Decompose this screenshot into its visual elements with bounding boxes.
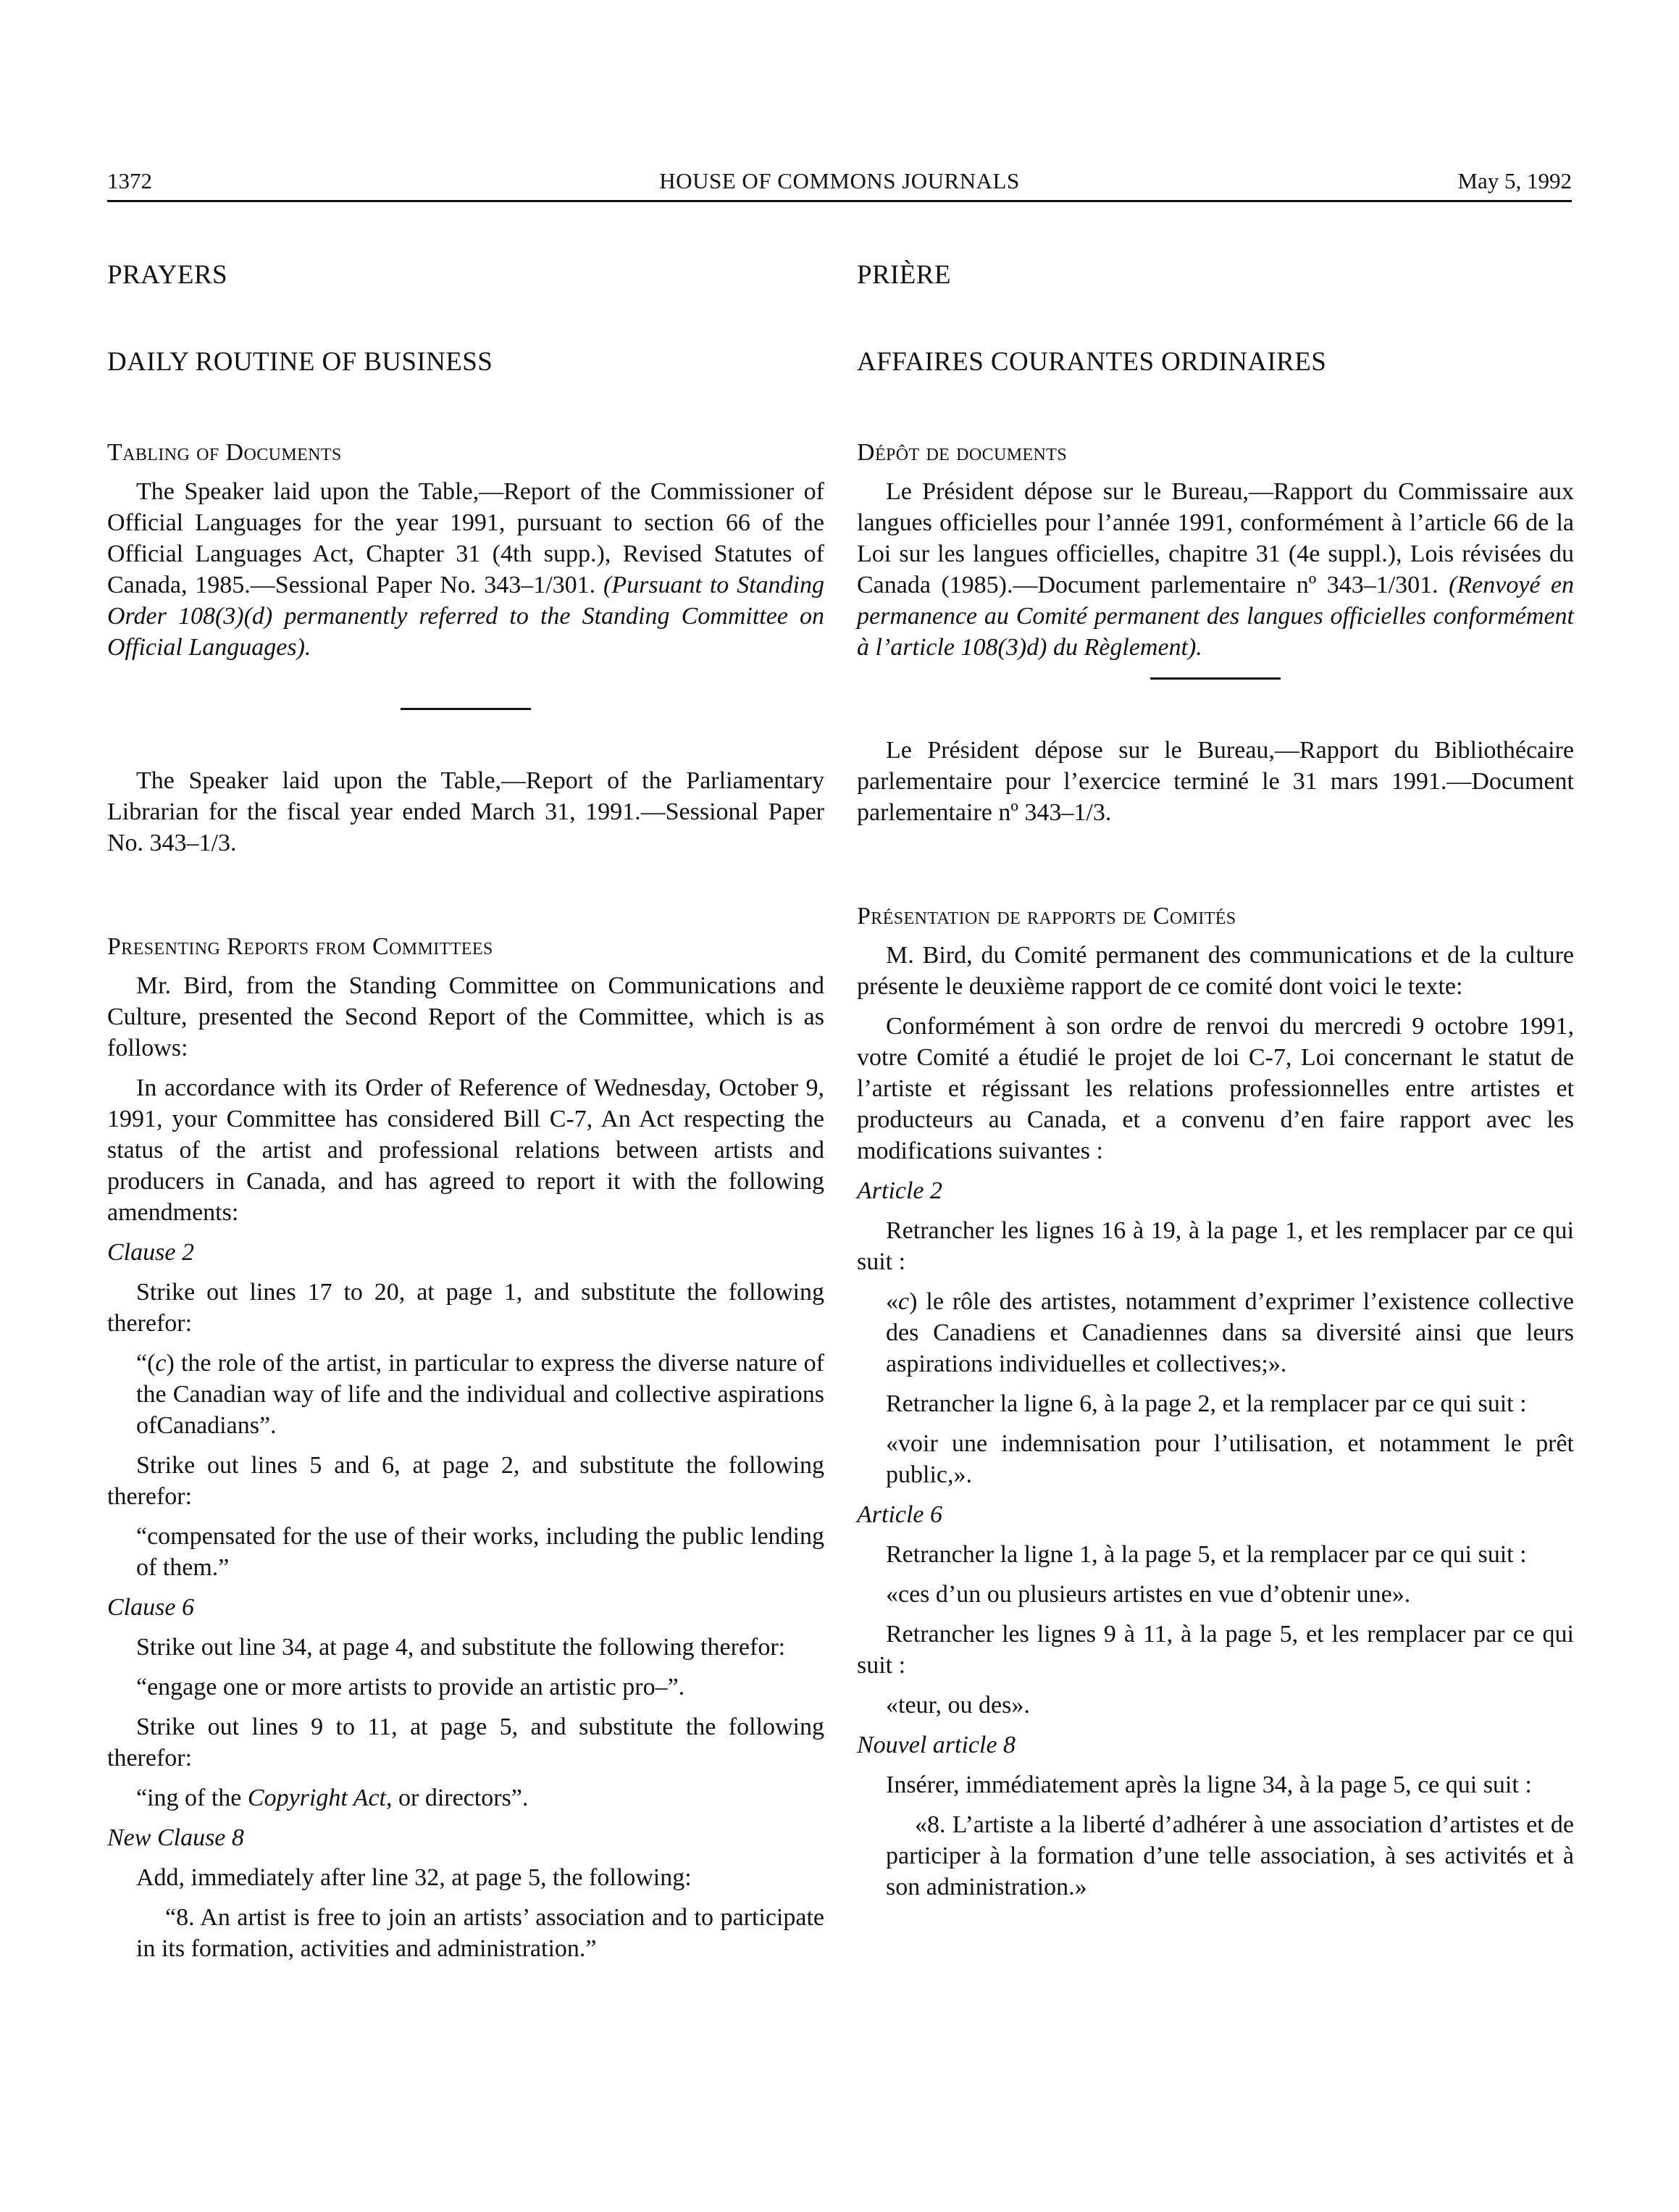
amendment-text: «8. L’artiste a la liberté d’adhérer à une association d’artistes et de participer à la formation d’une telle association, à ses activités et à son administration.»: [886, 1811, 1574, 1900]
amendment-text: “engage one or more artists to provide an artistic pro–”.: [136, 1674, 685, 1700]
english-column: [107, 246, 824, 1973]
clause-heading: Nouvel article 8: [857, 1732, 1016, 1758]
section-divider: [401, 708, 531, 710]
clause-heading: Article 2: [857, 1177, 943, 1204]
amendment-text: “8. An artist is free to join an artists’ association and to participate in its formation, activities and administration.”: [136, 1904, 824, 1962]
amendment-instruction: Insérer, immédiatement après la ligne 34, à la page 5, ce qui suit :: [886, 1771, 1532, 1798]
presenting-heading: Presenting Reports from Committees: [107, 933, 493, 960]
tabling-paragraph-2: The Speaker laid upon the Table,—Report of the Parliamentary Librarian for the fiscal year ended March 31, 1991.—Sessional Paper No. 343–1/3.: [107, 767, 824, 856]
amendment-text: «c) le rôle des artistes, notamment d’exprimer l’existence collective des Canadiens et Canadiennes dans sa diversité ainsi que leurs aspirations individuelles et collectives;».: [886, 1288, 1574, 1377]
prayers-heading: PRIÈRE: [857, 260, 951, 290]
journal-title: HOUSE OF COMMONS JOURNALS: [659, 168, 1020, 193]
daily-routine-heading: DAILY ROUTINE OF BUSINESS: [107, 347, 493, 377]
referral-note: (Renvoyé en permanence au Comité permanent des langues officielles conformément à l’article 108(3)d) du Règlement).: [857, 572, 1574, 661]
presenting-heading: Présentation de rapports de Comités: [857, 903, 1236, 930]
amendment-instruction: Retrancher la ligne 1, à la page 5, et la remplacer par ce qui suit :: [886, 1541, 1527, 1568]
section-divider: [1150, 677, 1281, 680]
presenting-paragraph-1: Mr. Bird, from the Standing Committee on Communications and Culture, presented the Second Report of the Committee, which is as follows:: [107, 972, 824, 1061]
presenting-paragraph-2: In accordance with its Order of Reference of Wednesday, October 9, 1991, your Committee has considered Bill C-7, An Act respecting the status of the artist and professional relations between artists and producers in Canada, and has agreed to report it with the following amendments:: [107, 1074, 824, 1226]
amendment-text: “compensated for the use of their works, including the public lending of them.”: [136, 1523, 824, 1581]
amendment-instruction: Retrancher les lignes 16 à 19, à la page 1, et les remplacer par ce qui suit :: [857, 1217, 1574, 1275]
amendment-instruction: Strike out lines 17 to 20, at page 1, and substitute the following therefor:: [107, 1279, 824, 1337]
french-column: [857, 246, 1574, 1911]
spacer: [107, 867, 824, 931]
tabling-paragraph-1: The Speaker laid upon the Table,—Report of the Commissioner of Official Languages for the year 1991, pursuant to section 66 of the Official Languages Act, Chapter 31 (4th supp.), Revised Statutes of Canada, 1985.—Sessional Paper No. 343–1/301. (Pursuant to Standing Order 108(3)(d) permanently referred to the Standing Committee on Official Languages).: [107, 478, 825, 661]
daily-routine-heading: AFFAIRES COURANTES ORDINAIRES: [857, 347, 1327, 377]
tabling-paragraph-2: Le Président dépose sur le Bureau,—Rapport du Bibliothécaire parlementaire pour l’exercice terminé le 31 mars 1991.—Document parlementaire nº 343–1/3.: [857, 737, 1574, 826]
clause-heading: Clause 2: [107, 1239, 194, 1266]
spacer: [857, 837, 1574, 901]
amendment-instruction: Retrancher les lignes 9 à 11, à la page 5, et les remplacer par ce qui suit :: [857, 1621, 1574, 1679]
clause-heading: Clause 6: [107, 1594, 194, 1621]
tabling-paragraph-1: Le Président dépose sur le Bureau,—Rapport du Commissaire aux langues officielles pour l’année 1991, conformément à l’article 66 de la Loi sur les langues officielles, chapitre 31 (4e suppl.), Lois révisées du Canada (1985).—Document parlementaire nº 343–1/301. (Renvoyé en permanence au Comité permanent des langues officielles conformément à l’article 108(3)d) du Règlement).: [857, 478, 1574, 661]
amendment-instruction: Add, immediately after line 32, at page 5, the following:: [136, 1864, 692, 1891]
amendment-instruction: Strike out lines 5 and 6, at page 2, and substitute the following therefor:: [107, 1452, 824, 1510]
clause-heading: Article 6: [857, 1501, 943, 1528]
running-header: [107, 164, 1572, 202]
page-number: 1372: [107, 168, 152, 193]
amendment-instruction: Strike out lines 9 to 11, at page 5, and substitute the following therefor:: [107, 1714, 824, 1771]
referral-note: (Pursuant to Standing Order 108(3)(d) permanently referred to the Standing Committee on Official Languages).: [107, 572, 825, 661]
amendment-text: «ces d’un ou plusieurs artistes en vue d’obtenir une».: [886, 1581, 1411, 1608]
sitting-date: May 5, 1992: [1457, 168, 1572, 193]
amendment-text: «voir une indemnisation pour l’utilisation, et notamment le prêt public,».: [886, 1430, 1574, 1488]
amendment-instruction: Strike out line 34, at page 4, and substitute the following therefor:: [136, 1634, 786, 1661]
amendment-instruction: Retrancher la ligne 6, à la page 2, et la remplacer par ce qui suit :: [886, 1390, 1527, 1417]
prayers-heading: PRAYERS: [107, 260, 227, 290]
presenting-paragraph-2: Conformément à son ordre de renvoi du mercredi 9 octobre 1991, votre Comité a étudié le projet de loi C-7, Loi concernant le statut de l’artiste et régissant les relations professionnelles entre artistes et producteurs au Canada, et a convenu d’en faire rapport avec les modifications suivantes :: [857, 1013, 1574, 1164]
amendment-text: «teur, ou des».: [886, 1692, 1030, 1719]
presenting-paragraph-1: M. Bird, du Comité permanent des communications et de la culture présente le deuxième rapport de ce comité dont voici le texte:: [857, 942, 1574, 1000]
tabling-heading: Tabling of Documents: [107, 439, 342, 466]
amendment-text: “(c) the role of the artist, in particular to express the diverse nature of the Canadian way of life and the individual and collective aspirations ofCanadians”.: [136, 1350, 824, 1439]
clause-heading: New Clause 8: [107, 1824, 244, 1851]
amendment-text: “ing of the Copyright Act, or directors”.: [136, 1785, 529, 1811]
tabling-heading: Dépôt de documents: [857, 439, 1068, 466]
